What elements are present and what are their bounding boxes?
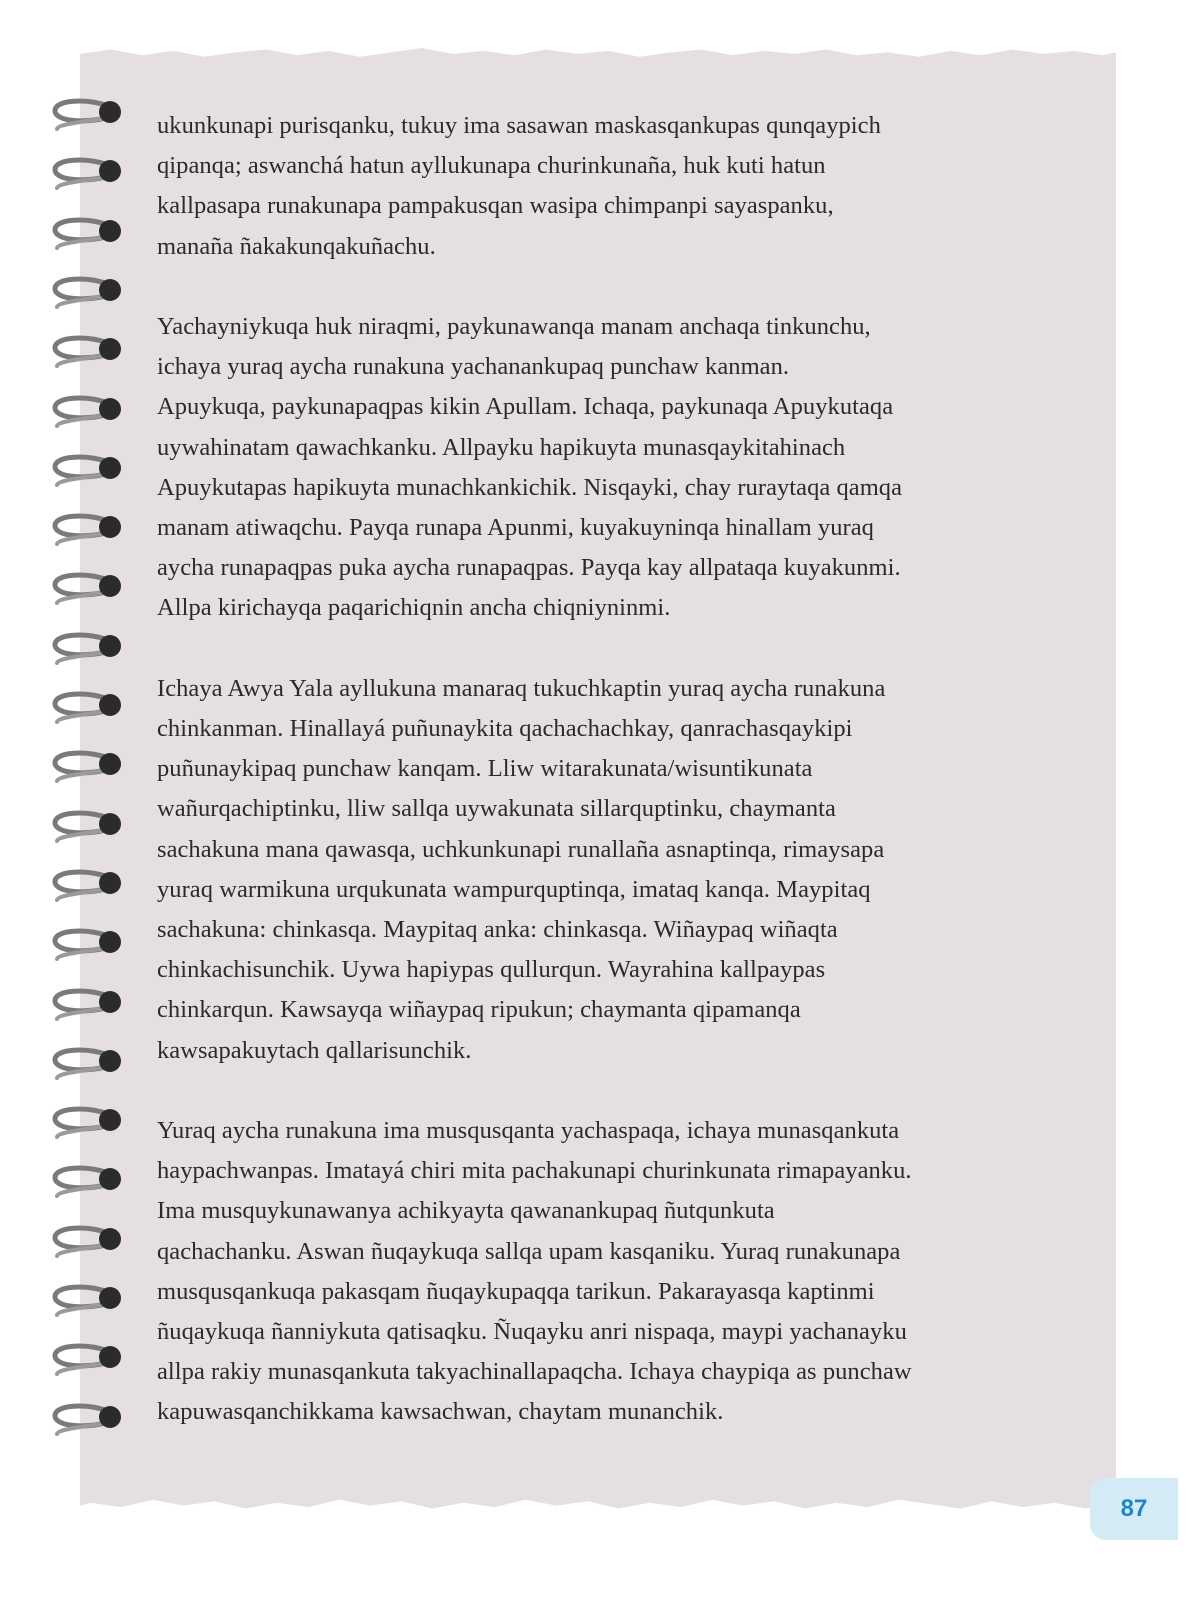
spiral-ring-icon bbox=[48, 1341, 124, 1381]
spiral-ring-icon bbox=[48, 215, 124, 255]
spiral-ring-icon bbox=[48, 867, 124, 907]
spiral-ring-icon bbox=[48, 1282, 124, 1322]
spiral-ring-icon bbox=[48, 926, 124, 966]
spiral-ring-icon bbox=[48, 1223, 124, 1263]
spiral-ring-icon bbox=[48, 630, 124, 670]
body-text bbox=[157, 106, 1077, 1473]
paragraph-3: Ichaya Awya Yala ayllukuna manaraq tukuchkaptin yuraq aycha runakuna chinkanman. Hinallayá puñunaykita qachachachkay, qanrachasqaykipi puñunaykipaq punchaw kanqam. Lliw witarakunata/wisuntikunata wañurqachiptinku, lliw sallqa uywakunata sillarquptinku, chaymanta sachakuna mana qawasqa, uchkunkunapi runallaña asnaptinqa, rimaysapa yuraq warmikuna urqukunata wampurquptinqa, imataq kanqa. Maypitaq sachakuna: chinkasqa. Maypitaq anka: chinkasqa. Wiñaypaq wiñaqta chinkachisunchik. Uywa hapiypas qullurqun. Wayrahina kallpaypas chinkarqun. Kawsayqa wiñaypaq ripukun; chaymanta qipamanqa kawsapakuytach qallarisunchik. bbox=[157, 674, 886, 1064]
spiral-ring-icon bbox=[48, 689, 124, 729]
spiral-ring-icon bbox=[48, 393, 124, 433]
spiral-ring-icon bbox=[48, 1401, 124, 1441]
paragraph-2: Yachayniykuqa huk niraqmi, paykunawanqa manam anchaqa tinkunchu, ichaya yuraq aycha runakuna yachanankupaq punchaw kanman. Apuykuqa, paykunapaqpas kikin Apullam. Ichaqa, paykunaqa Apuykutaqa uywahinatam qawachkanku. Allpayku hapikuyta munasqaykitahinach Apuykutapas hapikuyta munachkankichik. Nisqayki, chay ruraytaqa qamqa manam atiwaqchu. Payqa runapa Apunmi, kuyakuyninqa hinallam yuraq aycha runapaqpas puka aycha runapaqpas. Payqa kay allpataqa kuyakunmi. Allpa kirichayqa paqarichiqnin ancha chiqniyninmi. bbox=[157, 313, 903, 622]
spiral-ring-icon bbox=[48, 986, 124, 1026]
spiral-ring-icon bbox=[48, 274, 124, 314]
spiral-ring-icon bbox=[48, 570, 124, 610]
spiral-binding bbox=[48, 96, 124, 1436]
paragraph-4: Yuraq aycha runakuna ima musqusqanta yachaspaqa, ichaya munasqankuta haypachwanpas. Imatayá chiri mita pachakunapi churinkunata rimapayanku. Ima musquykunawanya achikyayta qawanankupaq ñutqunkuta qachachanku. Aswan ñuqaykuqa sallqa upam kasqaniku. Yuraq runakunapa musqusqankuqa pakasqam ñuqaykupaqqa tarikun. Pakarayasqa kaptinmi ñuqaykuqa ñanniykuta qatisaqku. Ñuqayku anri nispaqa, maypi yachanayku allpa rakiy munasqankuta takyachinallapaqcha. Ichaya chaypiqa as punchaw kapuwasqanchikkama kawsachwan, chaytam munanchik. bbox=[157, 1117, 912, 1426]
spiral-ring-icon bbox=[48, 1045, 124, 1085]
spiral-ring-icon bbox=[48, 96, 124, 136]
spiral-ring-icon bbox=[48, 452, 124, 492]
page-number-badge bbox=[1090, 1478, 1178, 1540]
spiral-ring-icon bbox=[48, 748, 124, 788]
spiral-ring-icon bbox=[48, 333, 124, 373]
spiral-ring-icon bbox=[48, 1104, 124, 1144]
page-number: 87 bbox=[1120, 1495, 1148, 1522]
spiral-ring-icon bbox=[48, 511, 124, 551]
spiral-ring-icon bbox=[48, 808, 124, 848]
paragraph-1: ukunkunapi purisqanku, tukuy ima sasawan maskasqankupas qunqaypich qipanqa; aswanchá hatun ayllukunapa churinkunaña, huk kuti hatun kallpasapa runakunapa pampakusqan wasipa chimpanpi sayaspanku, manaña ñakakunqakuñachu. bbox=[157, 112, 881, 260]
spiral-ring-icon bbox=[48, 1163, 124, 1203]
spiral-ring-icon bbox=[48, 155, 124, 195]
